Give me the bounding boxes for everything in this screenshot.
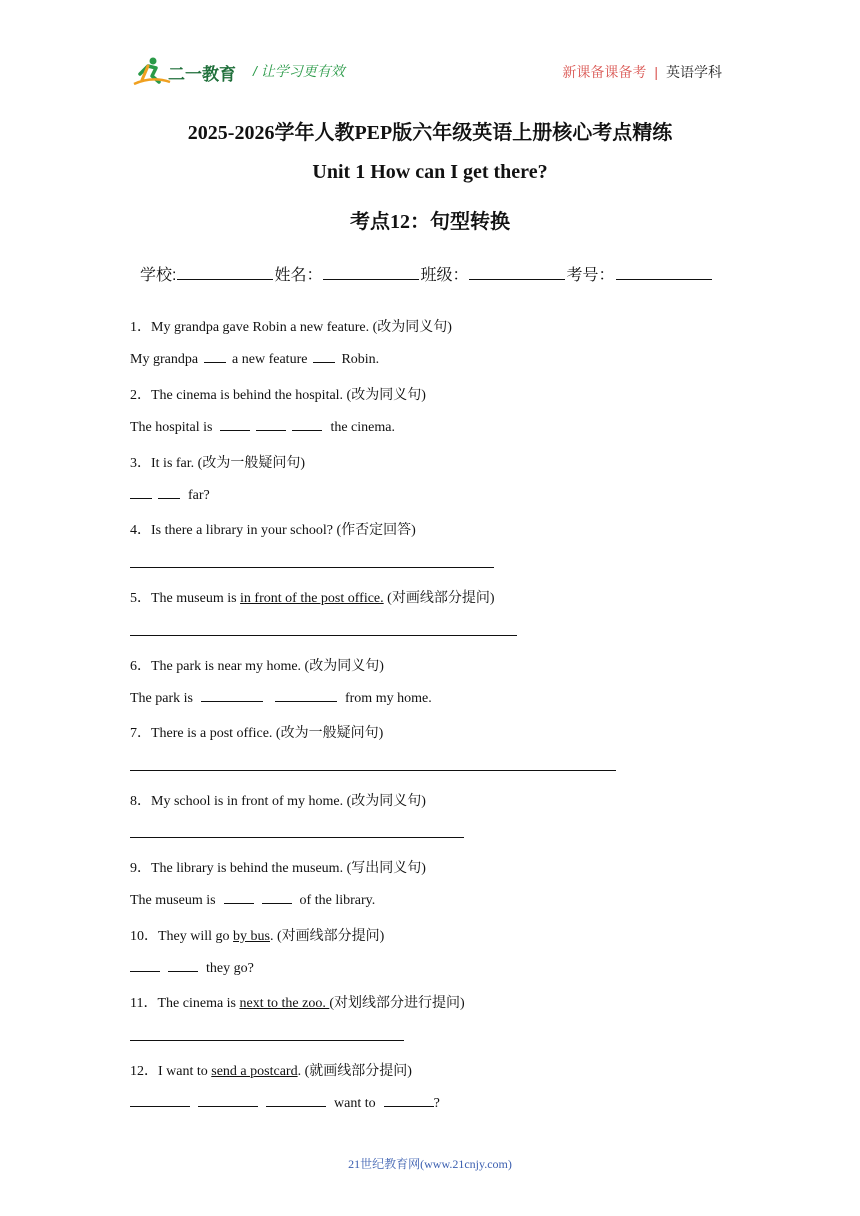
answer-blank[interactable]: [201, 689, 263, 702]
slogan: / 让学习更有效: [253, 63, 345, 79]
number-label: 考号：: [566, 267, 615, 284]
answer-blank[interactable]: [130, 959, 160, 972]
answer-blank[interactable]: [204, 350, 226, 363]
school-label: 学校:: [140, 267, 177, 284]
page-header: [0, 0, 860, 100]
answer-3: far?: [130, 486, 210, 504]
header-course-label: 新课备课备考: [562, 64, 647, 80]
class-blank[interactable]: [469, 265, 565, 280]
name-label: 姓名：: [274, 267, 323, 284]
question-8: 8．My school is in front of my home. (改为同义句): [130, 794, 426, 809]
answer-blank[interactable]: [266, 1094, 326, 1107]
answer-blank[interactable]: [262, 891, 292, 904]
answer-blank[interactable]: [130, 486, 152, 499]
student-info: [140, 262, 713, 285]
page-footer: 21世纪教育网(www.21cnjy.com): [348, 1157, 512, 1171]
school-blank[interactable]: [177, 265, 273, 280]
answer-blank[interactable]: [198, 1094, 258, 1107]
answer-6: The park is from my home.: [130, 691, 432, 706]
answer-blank[interactable]: [256, 418, 286, 431]
answer-blank[interactable]: [168, 959, 198, 972]
logo-text: 二一教育: [168, 65, 236, 85]
question-9: 9．The library is behind the museum. (写出同义句): [130, 861, 426, 876]
answer-blank[interactable]: [220, 418, 250, 431]
answer-blank[interactable]: [313, 350, 335, 363]
name-blank[interactable]: [323, 265, 419, 280]
answer-10: they go?: [130, 959, 254, 977]
section-title: 考点12：句型转换: [350, 211, 510, 233]
answer-line-5[interactable]: [130, 635, 517, 636]
answer-line-11[interactable]: [130, 1040, 404, 1041]
logo: [132, 54, 242, 90]
question-10: 10．They will go by bus. (对画线部分提问): [130, 929, 385, 944]
answer-9: The museum is of the library.: [130, 893, 376, 908]
runner-icon: [134, 58, 170, 85]
question-7: 7．There is a post office. (改为一般疑问句): [130, 726, 384, 741]
answer-2: The hospital is the cinema.: [130, 420, 395, 435]
answer-blank[interactable]: [224, 891, 254, 904]
question-3: 3．It is far. (改为一般疑问句): [130, 456, 305, 471]
number-blank[interactable]: [616, 265, 712, 280]
question-12: 12．I want to send a postcard. (就画线部分提问): [130, 1064, 412, 1079]
answer-blank[interactable]: [292, 418, 322, 431]
question-2: 2．The cinema is behind the hospital. (改为同义句): [130, 388, 426, 403]
answer-line-4[interactable]: [130, 567, 494, 568]
answer-blank[interactable]: [130, 1094, 190, 1107]
unit-title: Unit 1 How can I get there?: [312, 161, 548, 183]
question-5: 5．The museum is in front of the post office. (对画线部分提问): [130, 591, 495, 606]
answer-blank[interactable]: [275, 689, 337, 702]
header-separator: |: [654, 64, 658, 80]
answer-blank[interactable]: [384, 1094, 434, 1107]
answer-12: want to ?: [130, 1094, 440, 1112]
header-right: [562, 62, 722, 82]
header-subject-label: 英语学科: [666, 64, 722, 80]
question-1: 1．My grandpa gave Robin a new feature. (改为同义句): [130, 320, 452, 335]
class-label: 班级：: [420, 267, 469, 284]
answer-line-8[interactable]: [130, 837, 464, 838]
answer-1: My grandpa a new feature Robin.: [130, 352, 380, 367]
answer-line-7[interactable]: [130, 770, 616, 771]
question-11: 11．The cinema is next to the zoo. (对划线部分进行提问): [130, 996, 465, 1011]
answer-blank[interactable]: [158, 486, 180, 499]
question-6: 6．The park is near my home. (改为同义句): [130, 659, 384, 674]
question-4: 4．Is there a library in your school? (作否定回答): [130, 523, 416, 538]
document-title: 2025-2026学年人教PEP版六年级英语上册核心考点精练: [187, 122, 673, 144]
